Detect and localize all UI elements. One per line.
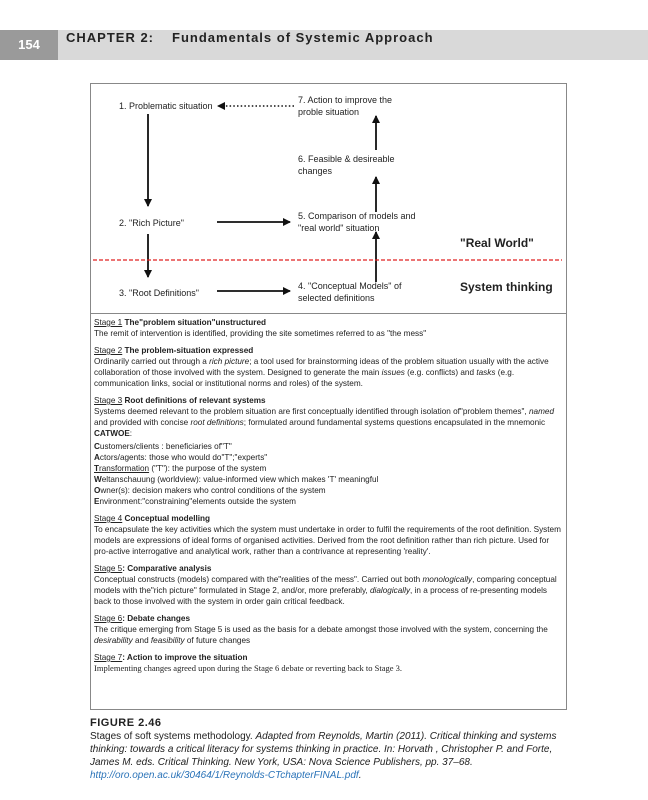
node-5-line1: 5. Comparison of models and [298, 211, 416, 221]
node-7-line1: 7. Action to improve the [298, 95, 393, 105]
stage-7-text: Implementing changes agreed upon during the Stage 6 debate or reverting back to Stage 3. [94, 663, 403, 673]
stage-2 [94, 345, 562, 389]
stage-4-title: Stage 4 Conceptual modelling [94, 514, 211, 523]
catwoe-owners: Owner(s): decision makers who control conditions of the system [94, 486, 326, 495]
stage-1-text: The remit of intervention is identified, providing the site sometimes referred to as "the mess" [94, 329, 427, 338]
page-header [0, 30, 648, 60]
catwoe-customers: Customers/clients : beneficiaries of"T" [94, 442, 232, 451]
node-7-line2: proble situation [298, 107, 360, 117]
node-6-label [298, 153, 395, 177]
figure-caption [90, 717, 560, 782]
stage-7 [94, 652, 562, 674]
catwoe-weltanschauung: Weltanschauung (worldview): value-informed view which makes 'T' meaningful [94, 475, 379, 484]
stage-5 [94, 563, 562, 607]
node-3-label: 3. "Root Definitions" [119, 288, 199, 298]
chapter-label: CHAPTER 2: [66, 30, 155, 45]
system-thinking-label: System thinking [460, 280, 553, 294]
stage-5-title: Stage 5: Comparative analysis [94, 564, 212, 573]
stage-5-text: Conceptual constructs (models) compared with the"realities of the mess". Carried out both monologically, comparing conceptual models with the"rich picture" formulated in Stage 2, and/or, more preferably, dialogically, in a process of re-presenting models back to those involved with the system in order gain critical feedback. [94, 575, 557, 606]
catwoe-list [94, 441, 562, 507]
stage-7-title: Stage 7: Action to improve the situation [94, 653, 248, 662]
node-4-label [298, 280, 401, 304]
stage-6-text: The critique emerging from Stage 5 is used as the basis for a debate amongst those involved with the system, concerning the desirability and feasibility of future changes [94, 625, 548, 645]
node-2-label: 2. "Rich Picture" [119, 218, 184, 228]
real-world-label: "Real World" [460, 236, 534, 250]
stage-6 [94, 613, 562, 646]
node-1-label: 1. Problematic situation [119, 101, 213, 111]
caption-text: Stages of soft systems methodology. Adapted from Reynolds, Martin (2011). Critical thinking and systems thinking: towards a critical literacy for systems thinking in practice. In: Horvath , Christopher P. and Forte, James M. eds. Critical Thinking. New York, USA: Nova Science Publishers, pp. 37–68. http://oro.open.ac.uk/30464/1/Reynolds-CTchapterFINAL.pdf. [90, 731, 557, 781]
catwoe-transformation: Transformation ("T"): the purpose of the system [94, 464, 267, 473]
node-6-line2: changes [298, 166, 333, 176]
page-number: 154 [0, 30, 58, 60]
stage-3-text: Systems deemed relevant to the problem situation are first conceptually identified through isolation of"problem themes", named and provided with concise root definitions; formulated around fundamental systems questions encapsulated in the mnemonic CATWOE: [94, 407, 555, 438]
stage-1 [94, 317, 562, 339]
stage-4 [94, 513, 562, 557]
chapter-title: Fundamentals of Systemic Approach [172, 30, 434, 45]
node-4-line1: 4. "Conceptual Models" of [298, 281, 402, 291]
stage-2-text: Ordinarily carried out through a rich picture; a tool used for brainstorming ideas of the problem situation usually with the active collaboration of those involved with the system. Designed to generate the main issues (e.g. conflicts) and tasks (e.g. communication links, social or institutional norms and roles) of the system. [94, 357, 549, 388]
stage-1-title: Stage 1 The"problem situation"unstructured [94, 318, 267, 327]
figure-label: FIGURE 2.46 [90, 717, 162, 729]
ssm-diagram [91, 84, 566, 314]
diagram-arrows [91, 84, 566, 313]
node-5-line2: "real world" situation [298, 223, 380, 233]
stages-text [94, 317, 562, 680]
source-link[interactable]: http://oro.open.ac.uk/30464/1/Reynolds-CTchapterFINAL.pdf [90, 770, 359, 781]
node-6-line1: 6. Feasible & desireable [298, 154, 395, 164]
chapter-heading [66, 30, 434, 60]
stage-4-text: To encapsulate the key activities which the system must undertake in order to fulfil the requirements of the root definition. System models are expressions of ideal forms of organised activities. Derived from the root definition rather than rich picture. Used for pro-active interrogative and analytical work, rather than a contrivance at representing 'reality'. [94, 525, 561, 556]
figure-frame [90, 83, 567, 710]
catwoe-actors: Actors/agents: those who would do"T";"experts" [94, 453, 268, 462]
stage-6-title: Stage 6: Debate changes [94, 614, 191, 623]
node-5-label [298, 210, 416, 234]
node-7-label [298, 94, 392, 118]
node-4-line2: selected definitions [298, 293, 375, 303]
catwoe-environment: Environment:"constraining"elements outside the system [94, 497, 296, 506]
stage-2-title: Stage 2 The problem-situation expressed [94, 346, 254, 355]
stage-3-title: Stage 3 Root definitions of relevant systems [94, 396, 266, 405]
stage-3 [94, 395, 562, 507]
